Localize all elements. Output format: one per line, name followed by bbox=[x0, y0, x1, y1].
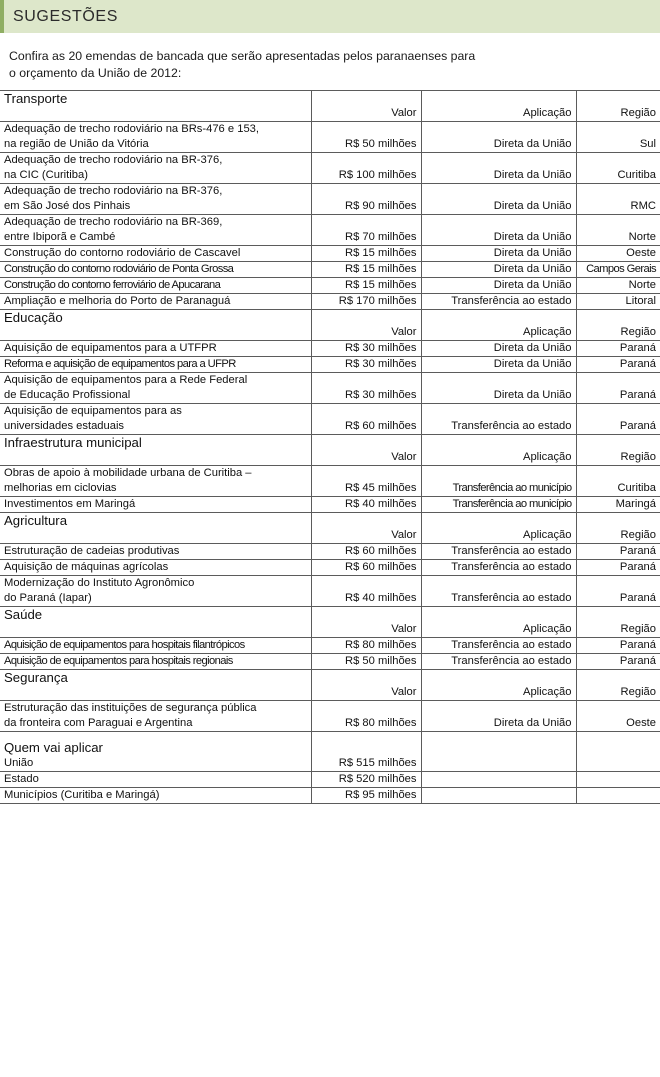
row-aplicacao: Direta da União bbox=[421, 262, 576, 278]
row-description: Ampliação e melhoria do Porto de Paranaguá bbox=[0, 294, 311, 310]
row-valor: R$ 50 milhões bbox=[311, 654, 421, 670]
row-aplicacao: Direta da União bbox=[421, 246, 576, 262]
row-aplicacao: Transferência ao estado bbox=[421, 638, 576, 654]
row-aplicacao: Transferência ao município bbox=[421, 497, 576, 513]
summary-blank-regiao bbox=[576, 732, 660, 772]
section-heading-blank bbox=[576, 435, 660, 451]
section-heading-blank bbox=[311, 310, 421, 326]
section-title: Infraestrutura municipal bbox=[4, 435, 142, 450]
row-description: Aquisição de equipamentos para hospitais regionais bbox=[0, 654, 311, 670]
column-header-row bbox=[0, 106, 660, 122]
column-header-regiao: Região bbox=[576, 685, 660, 701]
summary-blank-regiao bbox=[576, 788, 660, 804]
summary-title: Quem vai aplicar bbox=[4, 740, 103, 755]
table-row bbox=[0, 576, 660, 607]
row-description bbox=[0, 184, 311, 215]
row-description: Construção do contorno rodoviário de Cascavel bbox=[0, 246, 311, 262]
column-header-regiao: Região bbox=[576, 106, 660, 122]
row-valor: R$ 15 milhões bbox=[311, 246, 421, 262]
row-description: Investimentos em Maringá bbox=[0, 497, 311, 513]
row-regiao: Campos Gerais bbox=[576, 262, 660, 278]
section-heading-blank bbox=[576, 607, 660, 623]
row-aplicacao: Direta da União bbox=[421, 278, 576, 294]
row-valor: R$ 15 milhões bbox=[311, 262, 421, 278]
row-aplicacao: Direta da União bbox=[421, 184, 576, 215]
row-regiao: Oeste bbox=[576, 701, 660, 732]
row-description-line-2: do Paraná (Iapar) bbox=[4, 592, 92, 604]
table-row bbox=[0, 373, 660, 404]
row-valor: R$ 80 milhões bbox=[311, 638, 421, 654]
section-title: Agricultura bbox=[4, 513, 68, 528]
column-header-valor: Valor bbox=[311, 450, 421, 466]
intro-paragraph bbox=[0, 35, 660, 90]
row-description bbox=[0, 404, 311, 435]
table-row bbox=[0, 560, 660, 576]
row-description bbox=[0, 466, 311, 497]
column-header-aplicacao: Aplicação bbox=[421, 450, 576, 466]
row-valor: R$ 100 milhões bbox=[311, 153, 421, 184]
table-row bbox=[0, 278, 660, 294]
section-heading-blank bbox=[576, 91, 660, 107]
row-regiao: Paraná bbox=[576, 576, 660, 607]
table-row bbox=[0, 404, 660, 435]
section-heading-blank bbox=[576, 310, 660, 326]
row-description: Aquisição de equipamentos para a UTFPR bbox=[0, 341, 311, 357]
column-header-blank bbox=[0, 106, 311, 122]
row-aplicacao: Direta da União bbox=[421, 357, 576, 373]
row-description-line-1: Adequação de trecho rodoviário na BRs-476 e 153, bbox=[4, 123, 259, 135]
row-regiao: Sul bbox=[576, 122, 660, 153]
column-header-valor: Valor bbox=[311, 685, 421, 701]
row-description bbox=[0, 215, 311, 246]
table-row bbox=[0, 184, 660, 215]
row-description-line-2: entre Ibiporã e Cambé bbox=[4, 231, 116, 243]
column-header-aplicacao: Aplicação bbox=[421, 685, 576, 701]
banner-accent-stripe bbox=[0, 0, 4, 33]
row-valor: R$ 90 milhões bbox=[311, 184, 421, 215]
column-header-blank bbox=[0, 325, 311, 341]
section-heading-blank bbox=[311, 435, 421, 451]
section-heading-row bbox=[0, 91, 660, 107]
column-header-blank bbox=[0, 685, 311, 701]
row-description-line-2: na região de União da Vitória bbox=[4, 138, 149, 150]
summary-row-label: União bbox=[4, 757, 34, 769]
row-valor: R$ 45 milhões bbox=[311, 466, 421, 497]
summary-row bbox=[0, 772, 660, 788]
intro-line-1: Confira as 20 emendas de bancada que serão apresentadas pelos paranaenses para bbox=[9, 49, 476, 63]
row-description-line-2: na CIC (Curitiba) bbox=[4, 169, 88, 181]
section-heading-row bbox=[0, 435, 660, 451]
row-aplicacao: Transferência ao estado bbox=[421, 654, 576, 670]
row-regiao: Paraná bbox=[576, 341, 660, 357]
column-header-row bbox=[0, 685, 660, 701]
row-regiao: Paraná bbox=[576, 357, 660, 373]
section-heading-blank bbox=[311, 670, 421, 686]
row-description-line-1: Obras de apoio à mobilidade urbana de Curitiba – bbox=[4, 467, 252, 479]
column-header-aplicacao: Aplicação bbox=[421, 106, 576, 122]
row-regiao: Oeste bbox=[576, 246, 660, 262]
section-heading-blank bbox=[421, 91, 576, 107]
row-regiao: RMC bbox=[576, 184, 660, 215]
column-header-aplicacao: Aplicação bbox=[421, 325, 576, 341]
section-heading-blank bbox=[311, 513, 421, 529]
row-description-line-2: de Educação Profissional bbox=[4, 389, 131, 401]
row-valor: R$ 15 milhões bbox=[311, 278, 421, 294]
section-title: Educação bbox=[4, 310, 63, 325]
table-row bbox=[0, 262, 660, 278]
row-description bbox=[0, 701, 311, 732]
section-title: Transporte bbox=[0, 91, 311, 107]
row-aplicacao: Transferência ao estado bbox=[421, 544, 576, 560]
row-aplicacao: Direta da União bbox=[421, 215, 576, 246]
row-aplicacao: Transferência ao estado bbox=[421, 560, 576, 576]
section-heading-blank bbox=[311, 91, 421, 107]
section-heading-blank bbox=[576, 513, 660, 529]
table-row bbox=[0, 544, 660, 560]
row-valor: R$ 60 milhões bbox=[311, 544, 421, 560]
summary-blank-aplicacao bbox=[421, 732, 576, 772]
row-valor: R$ 40 milhões bbox=[311, 576, 421, 607]
row-regiao: Paraná bbox=[576, 638, 660, 654]
row-description-line-2: melhorias em ciclovias bbox=[4, 482, 117, 494]
table-row bbox=[0, 638, 660, 654]
column-header-regiao: Região bbox=[576, 325, 660, 341]
column-header-row bbox=[0, 528, 660, 544]
section-heading-row bbox=[0, 670, 660, 686]
row-aplicacao: Direta da União bbox=[421, 701, 576, 732]
summary-blank-aplicacao bbox=[421, 772, 576, 788]
row-valor: R$ 50 milhões bbox=[311, 122, 421, 153]
row-regiao: Maringá bbox=[576, 497, 660, 513]
row-regiao: Curitiba bbox=[576, 466, 660, 497]
section-heading-row bbox=[0, 513, 660, 529]
banner-title: SUGESTÕES bbox=[13, 7, 118, 25]
row-aplicacao: Transferência ao estado bbox=[421, 294, 576, 310]
summary-title-and-first-label bbox=[0, 732, 311, 772]
row-valor: R$ 80 milhões bbox=[311, 701, 421, 732]
column-header-row bbox=[0, 325, 660, 341]
row-description-line-2: da fronteira com Paraguai e Argentina bbox=[4, 717, 193, 729]
summary-blank-regiao bbox=[576, 772, 660, 788]
row-valor: R$ 40 milhões bbox=[311, 497, 421, 513]
column-header-valor: Valor bbox=[311, 106, 421, 122]
row-regiao: Paraná bbox=[576, 544, 660, 560]
row-description: Estruturação de cadeias produtivas bbox=[0, 544, 311, 560]
table-row bbox=[0, 357, 660, 373]
row-aplicacao: Direta da União bbox=[421, 341, 576, 357]
row-valor: R$ 170 milhões bbox=[311, 294, 421, 310]
section-heading-blank bbox=[421, 607, 576, 623]
row-valor: R$ 70 milhões bbox=[311, 215, 421, 246]
row-aplicacao: Direta da União bbox=[421, 373, 576, 404]
section-heading-blank bbox=[576, 670, 660, 686]
row-description bbox=[0, 373, 311, 404]
row-description: Aquisição de máquinas agrícolas bbox=[0, 560, 311, 576]
column-header-blank bbox=[0, 450, 311, 466]
summary-row-label: Municípios (Curitiba e Maringá) bbox=[0, 788, 311, 804]
column-header-aplicacao: Aplicação bbox=[421, 622, 576, 638]
row-description: Aquisição de equipamentos para hospitais filantrópicos bbox=[0, 638, 311, 654]
table-row bbox=[0, 654, 660, 670]
row-description-line-1: Aquisição de equipamentos para a Rede Federal bbox=[4, 374, 248, 386]
row-description-line-1: Estruturação das instituições de segurança pública bbox=[4, 702, 257, 714]
row-description-line-1: Adequação de trecho rodoviário na BR-369, bbox=[4, 216, 223, 228]
row-aplicacao: Transferência ao estado bbox=[421, 576, 576, 607]
section-heading-blank bbox=[421, 435, 576, 451]
intro-line-2: o orçamento da União de 2012: bbox=[9, 65, 182, 80]
row-aplicacao: Direta da União bbox=[421, 122, 576, 153]
row-regiao: Paraná bbox=[576, 560, 660, 576]
row-valor: R$ 60 milhões bbox=[311, 560, 421, 576]
column-header-regiao: Região bbox=[576, 528, 660, 544]
row-aplicacao: Transferência ao estado bbox=[421, 404, 576, 435]
row-description: Reforma e aquisição de equipamentos para a UFPR bbox=[0, 357, 311, 373]
table-row bbox=[0, 341, 660, 357]
row-valor: R$ 30 milhões bbox=[311, 373, 421, 404]
summary-row-valor: R$ 515 milhões bbox=[311, 732, 421, 772]
row-valor: R$ 60 milhões bbox=[311, 404, 421, 435]
row-aplicacao: Direta da União bbox=[421, 153, 576, 184]
column-header-blank bbox=[0, 622, 311, 638]
section-heading-blank bbox=[311, 607, 421, 623]
table-row bbox=[0, 122, 660, 153]
section-title: Segurança bbox=[4, 670, 68, 685]
section-heading-blank bbox=[421, 670, 576, 686]
row-description bbox=[0, 122, 311, 153]
column-header-valor: Valor bbox=[311, 325, 421, 341]
row-description bbox=[0, 576, 311, 607]
column-header-row bbox=[0, 450, 660, 466]
column-header-blank bbox=[0, 528, 311, 544]
section-title: Saúde bbox=[4, 607, 43, 622]
summary-row-valor: R$ 520 milhões bbox=[311, 772, 421, 788]
amendments-table bbox=[0, 90, 660, 804]
table-row bbox=[0, 701, 660, 732]
section-heading-blank bbox=[421, 513, 576, 529]
row-description bbox=[0, 153, 311, 184]
row-regiao: Litoral bbox=[576, 294, 660, 310]
row-description-line-1: Adequação de trecho rodoviário na BR-376, bbox=[4, 154, 223, 166]
amendments-table-body bbox=[0, 91, 660, 804]
column-header-valor: Valor bbox=[311, 528, 421, 544]
row-valor: R$ 30 milhões bbox=[311, 357, 421, 373]
section-banner bbox=[0, 0, 660, 33]
summary-row-label: Estado bbox=[0, 772, 311, 788]
row-regiao: Norte bbox=[576, 278, 660, 294]
row-description: Construção do contorno ferroviário de Apucarana bbox=[0, 278, 311, 294]
table-row bbox=[0, 497, 660, 513]
section-heading-row bbox=[0, 310, 660, 326]
row-description-line-1: Adequação de trecho rodoviário na BR-376, bbox=[4, 185, 223, 197]
row-regiao: Curitiba bbox=[576, 153, 660, 184]
section-heading-blank bbox=[421, 310, 576, 326]
summary-first-row bbox=[0, 732, 660, 772]
row-aplicacao: Transferência ao município bbox=[421, 466, 576, 497]
column-header-regiao: Região bbox=[576, 622, 660, 638]
row-regiao: Paraná bbox=[576, 373, 660, 404]
column-header-valor: Valor bbox=[311, 622, 421, 638]
summary-blank-aplicacao bbox=[421, 788, 576, 804]
column-header-row bbox=[0, 622, 660, 638]
row-description-line-2: universidades estaduais bbox=[4, 420, 125, 432]
section-heading-row bbox=[0, 607, 660, 623]
table-row bbox=[0, 466, 660, 497]
row-valor: R$ 30 milhões bbox=[311, 341, 421, 357]
row-regiao: Paraná bbox=[576, 654, 660, 670]
row-description-line-1: Aquisição de equipamentos para as bbox=[4, 405, 182, 417]
table-row bbox=[0, 215, 660, 246]
table-row bbox=[0, 246, 660, 262]
column-header-regiao: Região bbox=[576, 450, 660, 466]
summary-row bbox=[0, 788, 660, 804]
table-row bbox=[0, 294, 660, 310]
row-description: Construção do contorno rodoviário de Ponta Grossa bbox=[0, 262, 311, 278]
row-regiao: Paraná bbox=[576, 404, 660, 435]
row-regiao: Norte bbox=[576, 215, 660, 246]
summary-row-valor: R$ 95 milhões bbox=[311, 788, 421, 804]
row-description-line-1: Modernização do Instituto Agronômico bbox=[4, 577, 195, 589]
column-header-aplicacao: Aplicação bbox=[421, 528, 576, 544]
table-row bbox=[0, 153, 660, 184]
row-description-line-2: em São José dos Pinhais bbox=[4, 200, 131, 212]
